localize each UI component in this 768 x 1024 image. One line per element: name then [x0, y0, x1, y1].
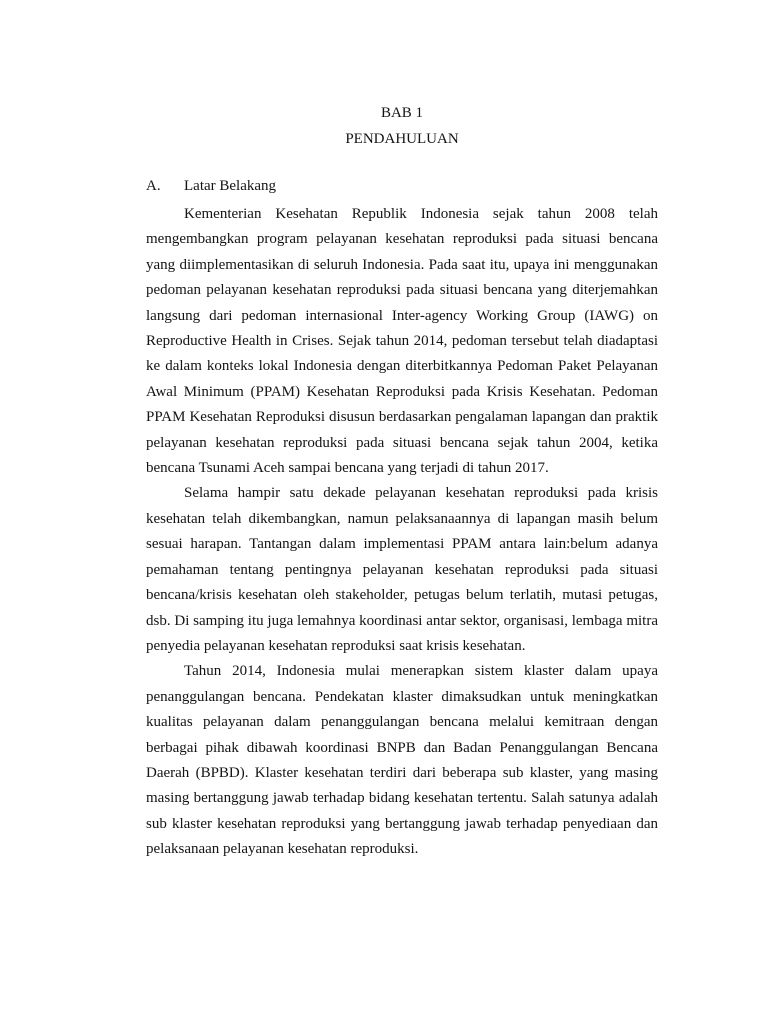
paragraph-3: Tahun 2014, Indonesia mulai menerapkan sistem klaster dalam upaya penanggulangan bencana. Pendekatan klaster dimaksudkan untuk meningkatkan kualitas pelayanan dalam penanggulangan bencana melalui kemitraan dengan berbagai pihak dibawah koordinasi BNPB dan Badan Penanggulangan Bencana Daerah (BPBD). Klaster kesehatan terdiri dari beberapa sub klaster, yang masing masing bertanggung jawab terhadap bidang kesehatan tertentu. Salah satunya adalah sub klaster kesehatan reproduksi yang bertanggung jawab terhadap penyediaan dan pelaksanaan pelayanan kesehatan reproduksi.: [146, 663, 658, 858]
body-text: [146, 202, 658, 863]
chapter-title: PENDAHULUAN: [345, 131, 459, 147]
paragraph-2: Selama hampir satu dekade pelayanan kesehatan reproduksi pada krisis kesehatan telah dikembangkan, namun pelaksanaannya di lapangan masih belum sesuai harapan. Tantangan dalam implementasi PPAM antara lain:belum adanya pemahaman tentang pentingnya pelayanan kesehatan reproduksi pada situasi bencana/krisis kesehatan oleh stakeholder, petugas belum terlatih, mutasi petugas, dsb. Di samping itu juga lemahnya koordinasi antar sektor, organisasi, lembaga mitra penyedia pelayanan kesehatan reproduksi saat krisis kesehatan.: [146, 485, 658, 654]
chapter-number: BAB 1: [380, 105, 424, 121]
paragraph-1: Kementerian Kesehatan Republik Indonesia sejak tahun 2008 telah mengembangkan program pelayanan kesehatan reproduksi pada situasi bencana yang diimplementasikan di seluruh Indonesia. Pada saat itu, upaya ini menggunakan pedoman pelayanan kesehatan reproduksi pada situasi bencana yang diterjemahkan langsung dari pedoman internasional Inter-agency Working Group (IAWG) on Reproductive Health in Crises. Sejak tahun 2014, pedoman tersebut telah diadaptasi ke dalam konteks lokal Indonesia dengan diterbitkannya Pedoman Paket Pelayanan Awal Minimum (PPAM) Kesehatan Reproduksi pada Krisis Kesehatan. Pedoman PPAM Kesehatan Reproduksi disusun berdasarkan pengalaman lapangan dan praktik pelayanan kesehatan reproduksi pada situasi bencana sejak tahun 2004, ketika bencana Tsunami Aceh sampai bencana yang terjadi di tahun 2017.: [146, 206, 658, 477]
section-number: A.: [146, 178, 161, 194]
section-title: Latar Belakang: [184, 178, 277, 194]
